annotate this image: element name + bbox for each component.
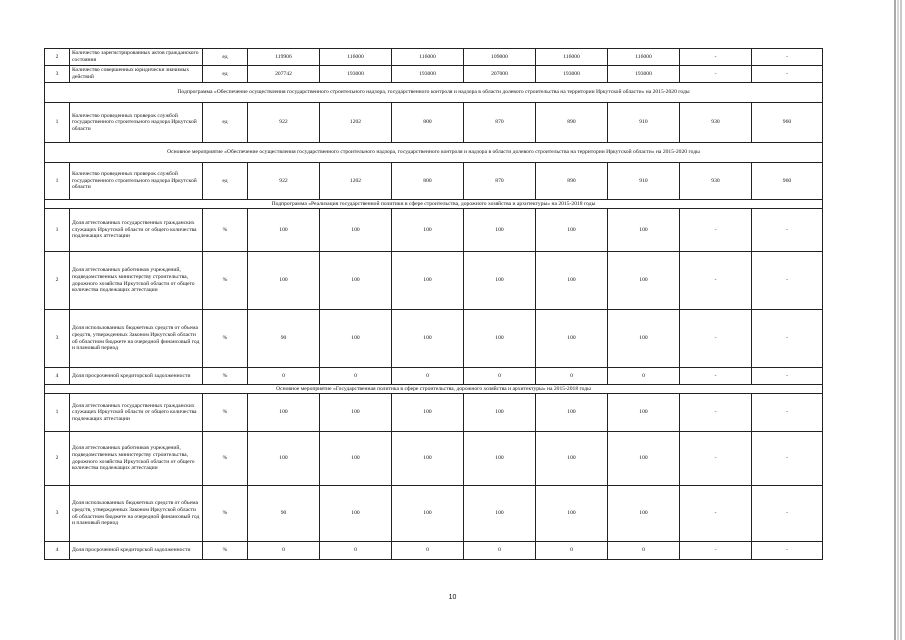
row-number: 4 [45,368,70,385]
value-cell: 922 [248,163,320,200]
value-cell: - [752,252,823,310]
value-cell: - [680,542,752,560]
value-cell: 100 [536,394,608,432]
value-cell: 0 [536,368,608,385]
indicator-name: Количество проведенных проверок службой государственного строительного надзора Иркутской области [70,103,203,143]
value-cell: 910 [608,163,680,200]
value-cell: 100 [320,209,392,252]
scan-edge-lines [892,0,905,640]
row-number: 2 [45,252,70,310]
unit-cell: % [203,486,248,542]
value-cell: 100 [464,252,536,310]
indicator-name: Количество проведенных проверок службой государственного строительного надзора Иркутской области [70,163,203,200]
value-cell: 0 [608,368,680,385]
value-cell: 0 [392,542,464,560]
table-row [45,310,823,368]
value-cell: - [680,209,752,252]
section-header-row [45,143,823,163]
indicator-name: Доля просроченной кредиторской задолженности [70,368,203,385]
page-number: 10 [448,594,457,601]
value-cell: 193000 [608,66,680,83]
value-cell: - [680,394,752,432]
value-cell: 960 [752,163,823,200]
value-cell: 0 [320,368,392,385]
value-cell: 116000 [536,49,608,66]
value-cell: - [680,486,752,542]
table-row [45,66,823,83]
value-cell: 100 [536,486,608,542]
unit-cell: % [203,368,248,385]
unit-cell: ед [203,66,248,83]
unit-cell: % [203,432,248,486]
table-row [45,49,823,66]
value-cell: 100 [392,310,464,368]
indicator-table [44,48,823,560]
value-cell: 100 [464,310,536,368]
value-cell: 1202 [320,103,392,143]
indicator-name: Доля аттестованных работников учреждений, подведомственных министерству строительства, дорожного хозяйства Иркутской области от общего количества подлежащих аттестации [70,252,203,310]
unit-cell: % [203,394,248,432]
value-cell: 100 [608,394,680,432]
value-cell: 100 [536,209,608,252]
unit-cell: ед [203,49,248,66]
value-cell: 0 [608,542,680,560]
row-number: 1 [45,394,70,432]
unit-cell: % [203,209,248,252]
unit-cell: ед [203,163,248,200]
value-cell: 870 [464,103,536,143]
value-cell: 0 [248,368,320,385]
value-cell: 100 [392,394,464,432]
table-row [45,209,823,252]
value-cell: 119906 [248,49,320,66]
value-cell: 207742 [248,66,320,83]
value-cell: 100 [464,209,536,252]
value-cell: 100 [320,252,392,310]
value-cell: 100 [320,310,392,368]
value-cell: 116000 [320,49,392,66]
row-number: 1 [45,103,70,143]
value-cell: - [680,310,752,368]
value-cell: 100 [320,394,392,432]
value-cell: 800 [392,103,464,143]
value-cell: 100 [536,432,608,486]
table-row [45,394,823,432]
value-cell: 90 [248,310,320,368]
value-cell: 100 [392,209,464,252]
value-cell: 0 [320,542,392,560]
table-row [45,163,823,200]
row-number: 3 [45,486,70,542]
value-cell: 930 [680,163,752,200]
value-cell: - [680,368,752,385]
value-cell: 100 [464,394,536,432]
value-cell: 100 [608,209,680,252]
value-cell: - [752,209,823,252]
value-cell: - [752,542,823,560]
unit-cell: % [203,252,248,310]
row-number: 1 [45,163,70,200]
value-cell: 0 [536,542,608,560]
indicator-name: Количество совершенных юридически значимых действий [70,66,203,83]
value-cell: 890 [536,103,608,143]
value-cell: 800 [392,163,464,200]
value-cell: - [752,310,823,368]
value-cell: - [752,432,823,486]
value-cell: - [680,49,752,66]
value-cell: - [752,368,823,385]
value-cell: 100 [320,486,392,542]
value-cell: 100 [608,310,680,368]
value-cell: 100 [248,432,320,486]
value-cell: 100 [464,486,536,542]
value-cell: 100 [248,209,320,252]
value-cell: 870 [464,163,536,200]
value-cell: - [680,432,752,486]
value-cell: 960 [752,103,823,143]
unit-cell: ед [203,103,248,143]
value-cell: 100 [608,486,680,542]
table-row [45,432,823,486]
main-activity-header: Основное мероприятие «Обеспечение осуществления государственного строительного надзора, государственного контроля и надзора в области долевого строительства на территории Иркутской области» на 2015-2020 годы [45,143,823,163]
value-cell: 890 [536,163,608,200]
value-cell: 100 [248,252,320,310]
indicator-name: Количество зарегистрированных актов гражданского состояния [70,49,203,66]
row-number: 3 [45,66,70,83]
value-cell: - [752,394,823,432]
value-cell: 207000 [464,66,536,83]
row-number: 2 [45,49,70,66]
indicator-name: Доля просроченной кредиторской задолженности [70,542,203,560]
subprogram-header: Подпрограмма «Обеспечение осуществления государственного строительного надзора, государственного контроля и надзора в области долевого строительства на территории Иркутской области» на 2015-2020 годы [45,83,823,103]
main-activity-header: Основное мероприятие «Государственная политика в сфере строительства, дорожного хозяйства и архитектуры» на 2015-2018 годы [45,385,823,394]
value-cell: 116000 [392,49,464,66]
table-body [45,49,823,560]
value-cell: 100 [392,432,464,486]
value-cell: 100 [536,310,608,368]
value-cell: 100 [608,432,680,486]
value-cell: 100 [536,252,608,310]
row-number: 2 [45,432,70,486]
value-cell: 0 [248,542,320,560]
subprogram-header: Подпрограмма «Реализация государственной политики в сфере строительства, дорожного хозяйства и архитектуры» на 2015-2018 годы [45,200,823,209]
value-cell: 193000 [320,66,392,83]
table-row [45,368,823,385]
indicator-name: Доля аттестованных государственных гражданских служащих Иркутской области от общего количества подлежащих аттестации [70,394,203,432]
value-cell: 100 [464,432,536,486]
value-cell: 922 [248,103,320,143]
value-cell: 0 [464,368,536,385]
row-number: 3 [45,310,70,368]
value-cell: 116000 [608,49,680,66]
value-cell: 1202 [320,163,392,200]
table-row [45,252,823,310]
value-cell: 193000 [536,66,608,83]
row-number: 1 [45,209,70,252]
value-cell: - [680,66,752,83]
value-cell: 109000 [464,49,536,66]
indicator-name: Доля использованных бюджетных средств от объема средств, утвержденных Законом Иркутской области об областном бюджете на очередной финансовый год и плановый период [70,310,203,368]
unit-cell: % [203,542,248,560]
indicator-name: Доля использованных бюджетных средств от объема средств, утвержденных Законом Иркутской области об областном бюджете на очередной финансовый год и плановый период [70,486,203,542]
value-cell: 193000 [392,66,464,83]
section-header-row [45,83,823,103]
section-header-row [45,385,823,394]
unit-cell: % [203,310,248,368]
table-row [45,542,823,560]
value-cell: - [752,49,823,66]
indicator-name: Доля аттестованных работников учреждений, подведомственных министерству строительства, дорожного хозяйства Иркутской области от общего количества подлежащих аттестации [70,432,203,486]
table-row [45,103,823,143]
row-number: 4 [45,542,70,560]
value-cell: - [680,252,752,310]
value-cell: - [752,486,823,542]
value-cell: 100 [392,252,464,310]
table-row [45,486,823,542]
value-cell: 90 [248,486,320,542]
indicator-name: Доля аттестованных государственных гражданских служащих Иркутской области от общего количества подлежащих аттестации [70,209,203,252]
value-cell: 930 [680,103,752,143]
value-cell: 100 [320,432,392,486]
value-cell: 0 [464,542,536,560]
value-cell: 0 [392,368,464,385]
value-cell: 100 [608,252,680,310]
section-header-row [45,200,823,209]
value-cell: 910 [608,103,680,143]
value-cell: - [752,66,823,83]
value-cell: 100 [248,394,320,432]
value-cell: 100 [392,486,464,542]
